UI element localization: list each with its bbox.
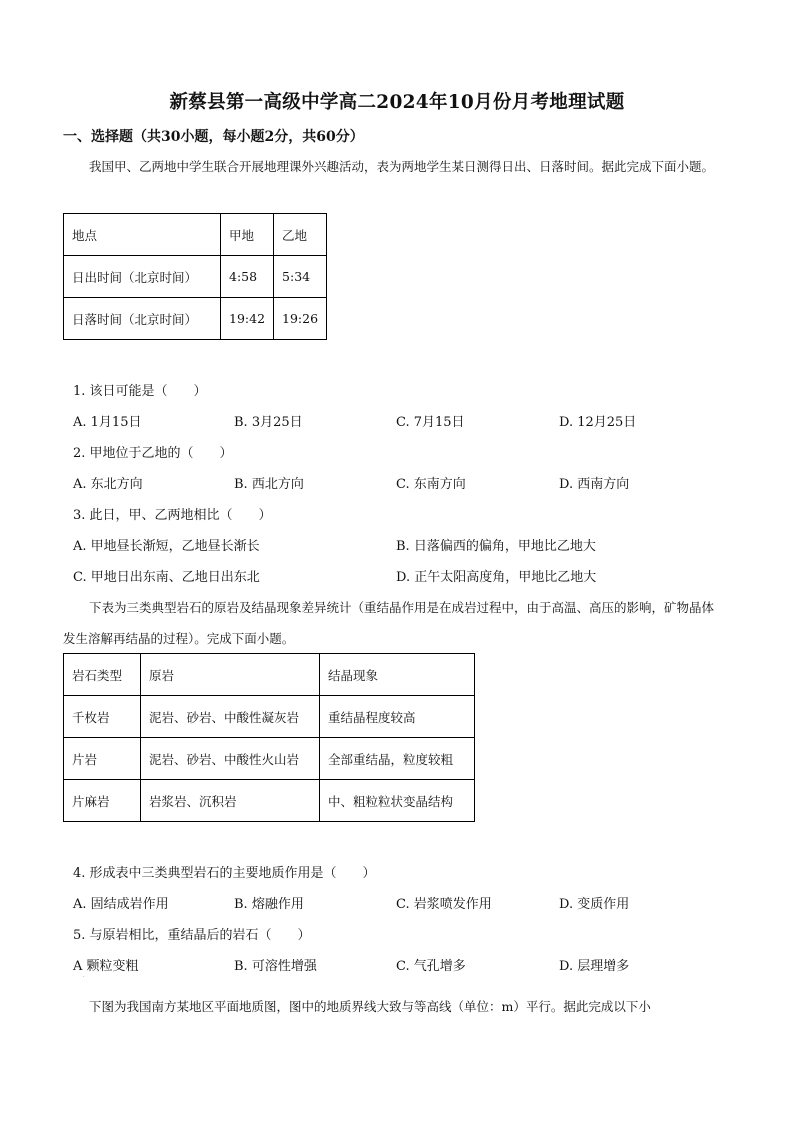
- rock-comparison-table: [63, 653, 475, 822]
- question-5-stem: 5. 与原岩相比，重结晶后的岩石（ ）: [73, 928, 311, 943]
- table-cell: 片麻岩: [64, 780, 141, 822]
- q3-option-a: A. 甲地昼长渐短，乙地昼长渐长: [73, 539, 260, 554]
- table-cell: 片岩: [64, 738, 141, 780]
- table-cell: 19:26: [274, 298, 327, 340]
- table-header-cell: 甲地: [221, 214, 274, 256]
- q3-option-c: C. 甲地日出东南、乙地日出东北: [73, 570, 260, 585]
- table-cell: 岩浆岩、沉积岩: [141, 780, 320, 822]
- table-cell: 5:34: [274, 256, 327, 298]
- page-title: 新蔡县第一高级中学高二2024年10月份月考地理试题: [169, 92, 625, 113]
- table-cell: 日落时间（北京时间）: [64, 298, 221, 340]
- q1-option-a: A. 1月15日: [73, 415, 142, 430]
- table-cell: 重结晶程度较高: [320, 696, 475, 738]
- table-cell: 19:42: [221, 298, 274, 340]
- table-cell: 全部重结晶，粒度较粗: [320, 738, 475, 780]
- table-cell: 泥岩、砂岩、中酸性凝灰岩: [141, 696, 320, 738]
- q1-option-d: D. 12月25日: [559, 415, 637, 430]
- intro-paragraph-3: 下图为我国南方某地区平面地质图，图中的地质界线大致与等高线（单位：m）平行。据此完成以下小: [89, 999, 651, 1014]
- q4-option-c: C. 岩浆喷发作用: [396, 897, 492, 912]
- q4-option-d: D. 变质作用: [559, 897, 630, 912]
- q5-option-c: C. 气孔增多: [396, 959, 466, 974]
- q5-option-a: A 颗粒变粗: [73, 959, 139, 974]
- table-row: [64, 298, 327, 340]
- q2-option-a: A. 东北方向: [73, 477, 143, 492]
- question-4-stem: 4. 形成表中三类典型岩石的主要地质作用是（ ）: [73, 866, 376, 881]
- stray-dot-mark: ·: [83, 974, 85, 980]
- q2-option-d: D. 西南方向: [559, 477, 630, 492]
- table-header-row: [64, 214, 327, 256]
- table-header-cell: 岩石类型: [64, 654, 141, 696]
- q1-option-c: C. 7月15日: [396, 415, 465, 430]
- q3-option-d: D. 正午太阳高度角，甲地比乙地大: [396, 570, 597, 585]
- q3-option-b: B. 日落偏西的偏角，甲地比乙地大: [396, 539, 596, 554]
- table-header-cell: 乙地: [274, 214, 327, 256]
- intro-paragraph-2: 下表为三类典型岩石的原岩及结晶现象差异统计（重结晶作用是在成岩过程中，由于高温、高压的影响，矿物晶体发生溶解再结晶的过程）。完成下面小题。: [63, 600, 715, 646]
- q4-option-a: A. 固结成岩作用: [73, 897, 169, 912]
- table-cell: 4:58: [221, 256, 274, 298]
- table-row: [64, 696, 475, 738]
- question-2-stem: 2. 甲地位于乙地的（ ）: [73, 446, 233, 461]
- q5-option-d: D. 层理增多: [559, 959, 630, 974]
- table-cell: 日出时间（北京时间）: [64, 256, 221, 298]
- table-header-row: [64, 654, 475, 696]
- question-3-stem: 3. 此日，甲、乙两地相比（ ）: [73, 508, 272, 523]
- intro-paragraph-1: 我国甲、乙两地中学生联合开展地理课外兴趣活动，表为两地学生某日测得日出、日落时间。据此完成下面小题。: [89, 159, 715, 174]
- table-cell: 千枚岩: [64, 696, 141, 738]
- table-cell: 中、粗粒粒状变晶结构: [320, 780, 475, 822]
- q4-option-b: B. 熔融作用: [234, 897, 304, 912]
- table-row: [64, 738, 475, 780]
- q1-option-b: B. 3月25日: [234, 415, 303, 430]
- q5-option-b: B. 可溶性增强: [234, 959, 317, 974]
- table-header-cell: 结晶现象: [320, 654, 475, 696]
- table-header-cell: 地点: [64, 214, 221, 256]
- table-row: [64, 780, 475, 822]
- question-1-stem: 1. 该日可能是（ ）: [73, 384, 207, 399]
- table-header-cell: 原岩: [141, 654, 320, 696]
- sunrise-sunset-table: [63, 213, 327, 340]
- table-row: [64, 256, 327, 298]
- section-heading: 一、选择题（共30小题，每小题2分，共60分）: [63, 129, 364, 145]
- q2-option-c: C. 东南方向: [396, 477, 466, 492]
- table-cell: 泥岩、砂岩、中酸性火山岩: [141, 738, 320, 780]
- q2-option-b: B. 西北方向: [234, 477, 304, 492]
